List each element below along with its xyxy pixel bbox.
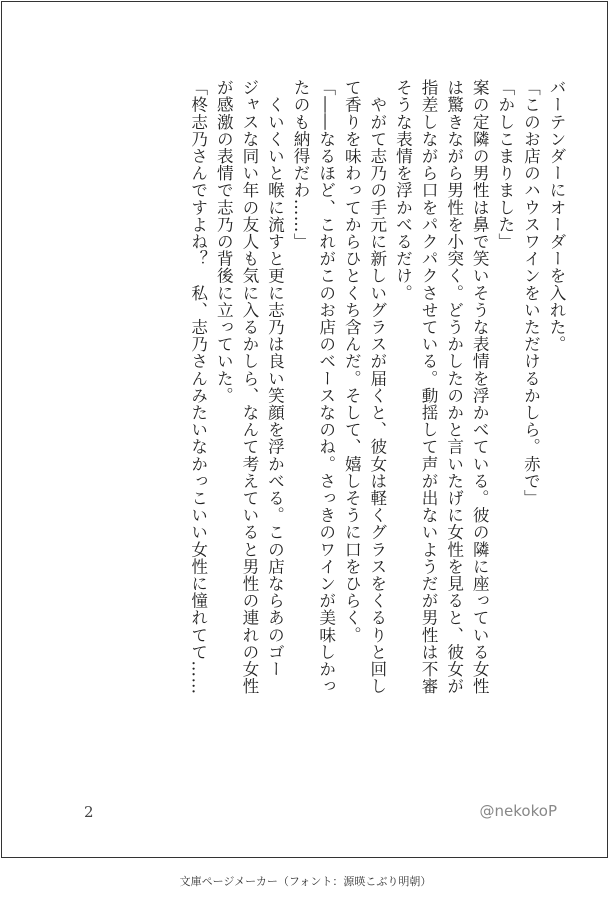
text-line: やがて志乃の手元に新しいグラスが届くと、彼女は軽くグラスをくるりと回し bbox=[367, 79, 387, 695]
generator-credit: 文庫ページメーカー（フォント：源暎こぶり明朝） bbox=[179, 875, 432, 888]
book-page bbox=[1, 1, 608, 858]
text-line: 「柊志乃さんですよね？ 私、志乃さんみたいなかっこいい女性に憧れてて…… bbox=[188, 79, 208, 695]
author-handle: @nekokoP bbox=[479, 802, 557, 820]
vertical-body-text bbox=[185, 79, 569, 779]
text-line: くいくいと喉に流すと更に志乃は良い笑顔を浮かべる。この店ならあのゴー bbox=[265, 79, 285, 678]
text-line: 「かしこまりました」 bbox=[495, 79, 515, 250]
text-line: そうな表情を浮かべるだけ。 bbox=[393, 79, 413, 302]
text-line: 「――なるほど、これがこのお店のベースなのね。さっきのワインが美味しかっ bbox=[316, 79, 336, 695]
text-line: 指差しながら口をパクパクさせている。動揺して声が出ないようだが男性は不審 bbox=[419, 79, 439, 695]
text-line: 「このお店のハウスワインをいただけるかしら。赤で」 bbox=[521, 79, 541, 507]
text-line: たのも納得だわ……」 bbox=[291, 79, 311, 250]
text-line: バーテンダーにオーダーを入れた。 bbox=[547, 79, 566, 353]
text-line: ジャスな同い年の友人も気に入るかしら、なんて考えていると男性の連れの女性 bbox=[239, 79, 259, 695]
page-number: 2 bbox=[84, 803, 94, 821]
text-line: 案の定隣の男性は鼻で笑いそうな表情を浮かべている。彼の隣に座っている女性 bbox=[470, 79, 490, 695]
text-line: て香りを味わってからひとくち含んだ。そして、嬉しそうに口をひらく。 bbox=[342, 79, 362, 644]
text-line: が感激の表情で志乃の背後に立っていた。 bbox=[214, 79, 234, 404]
text-line: は驚きながら男性を小突く。どうかしたのかと言いたげに女性を見ると、彼女が bbox=[444, 79, 464, 695]
